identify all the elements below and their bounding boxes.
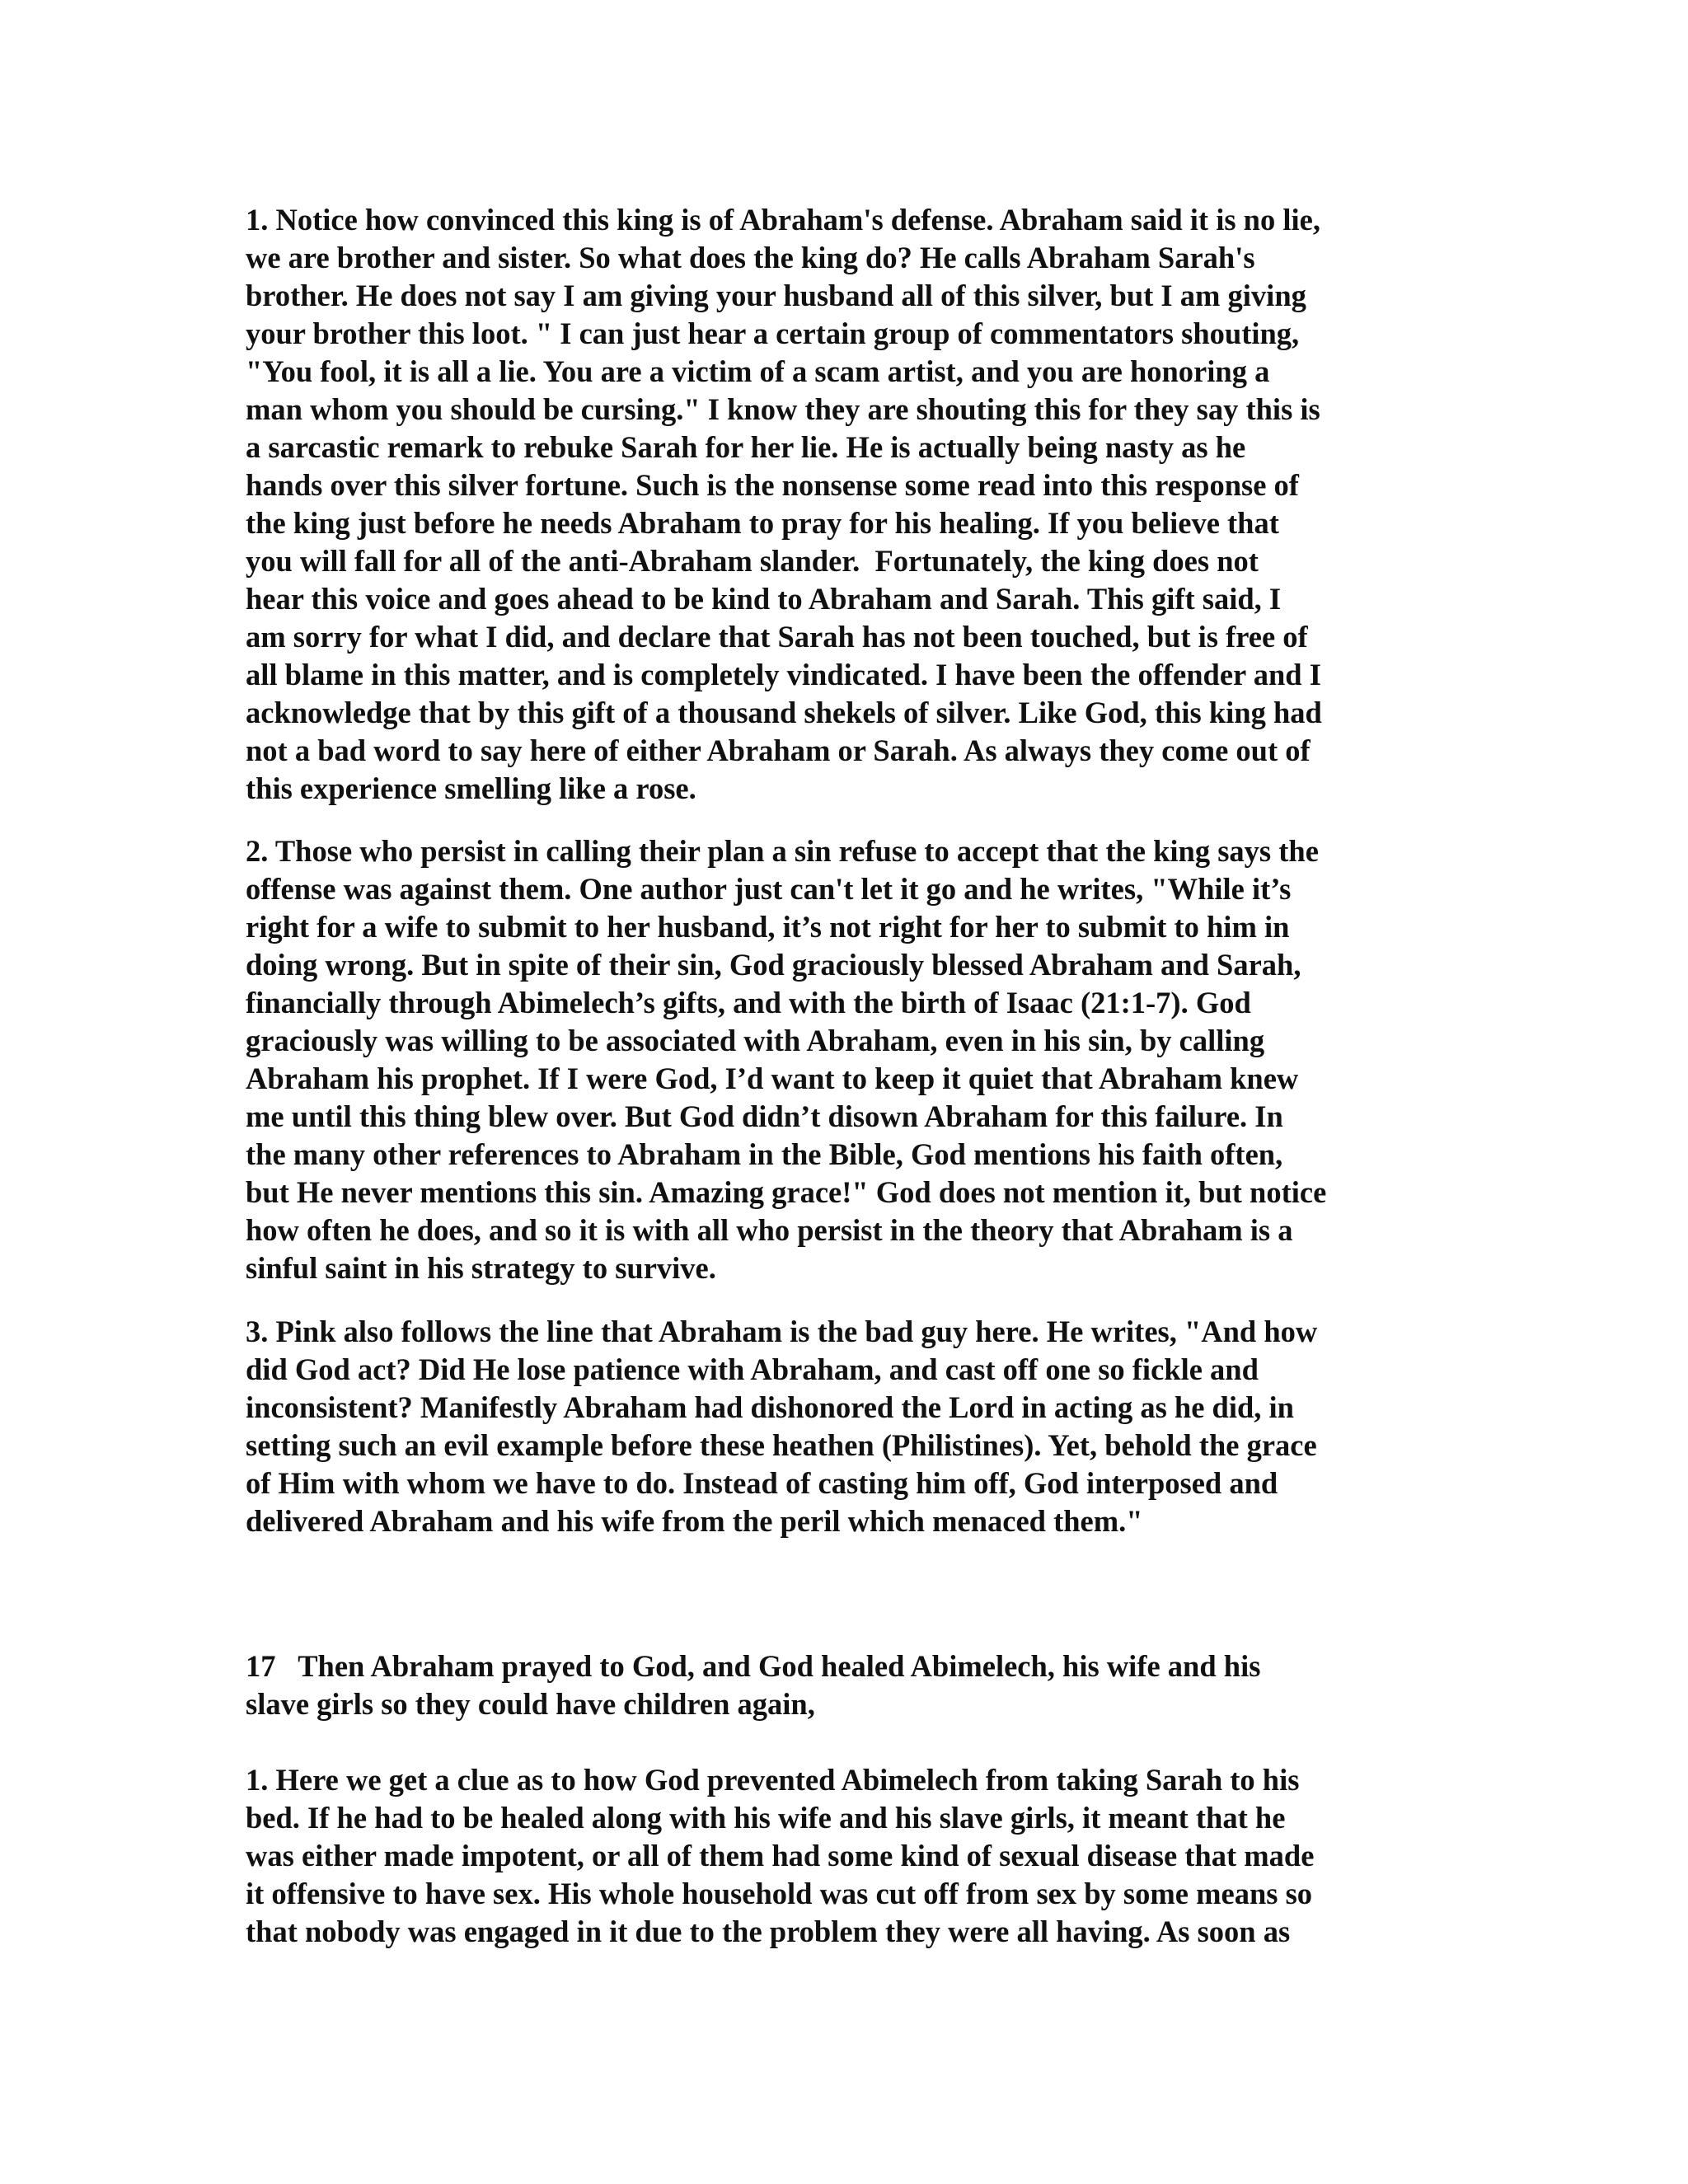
text-line: setting such an evil example before these heathen (Philistines). Yet, behold the grace [246,1428,1317,1462]
text-line: that nobody was engaged in it due to the problem they were all having. As soon as [246,1915,1291,1948]
text-line: 17 Then Abraham prayed to God, and God healed Abimelech, his wife and his [246,1649,1261,1683]
text-line: not a bad word to say here of either Abraham or Sarah. As always they come out of [246,733,1311,767]
text-line: doing wrong. But in spite of their sin, God graciously blessed Abraham and Sarah, [246,948,1301,982]
text-line: did God act? Did He lose patience with Abraham, and cast off one so fickle and [246,1352,1259,1386]
text-line: was either made impotent, or all of them had some kind of sexual disease that made [246,1839,1315,1872]
text-line: your brother this loot. " I can just hear a certain group of commentators shouting, [246,316,1300,350]
text-line: me until this thing blew over. But God didn’t disown Abraham for this failure. In [246,1099,1283,1133]
text-line: but He never mentions this sin. Amazing grace!" God does not mention it, but notice [246,1175,1327,1209]
text-line: you will fall for all of the anti-Abraham slander. Fortunately, the king does not [246,544,1259,578]
text-line: right for a wife to submit to her husband, it’s not right for her to submit to him in [246,910,1290,944]
text-line: 2. Those who persist in calling their plan a sin refuse to accept that the king says the [246,834,1319,868]
text-line: hear this voice and goes ahead to be kind to Abraham and Sarah. This gift said, I [246,582,1282,616]
text-line: hands over this silver fortune. Such is the nonsense some read into this response of [246,468,1299,502]
text-line: the king just before he needs Abraham to pray for his healing. If you believe that [246,506,1279,540]
text-line: 1. Notice how convinced this king is of Abraham's defense. Abraham said it is no lie, [246,203,1320,237]
verse-17 [246,1647,1449,1723]
text-line: all blame in this matter, and is completely vindicated. I have been the offender and I [246,658,1321,691]
text-line: sinful saint in his strategy to survive. [246,1251,716,1285]
text-line: "You fool, it is all a lie. You are a victim of a scam artist, and you are honoring a [246,354,1270,388]
text-line: delivered Abraham and his wife from the peril which menaced them." [246,1504,1143,1538]
text-line: 1. Here we get a clue as to how God prevented Abimelech from taking Sarah to his [246,1763,1300,1797]
text-line: graciously was willing to be associated with Abraham, even in his sin, by calling [246,1024,1265,1057]
text-line: a sarcastic remark to rebuke Sarah for her lie. He is actually being nasty as he [246,430,1246,464]
text-line: bed. If he had to be healed along with his wife and his slave girls, it meant that he [246,1801,1286,1835]
text-line: man whom you should be cursing." I know they are shouting this for they say this is [246,392,1320,426]
text-line: inconsistent? Manifestly Abraham had dishonored the Lord in acting as he did, in [246,1390,1294,1424]
text-line: we are brother and sister. So what does the king do? He calls Abraham Sarah's [246,241,1255,274]
text-line: acknowledge that by this gift of a thousand shekels of silver. Like God, this king had [246,696,1322,729]
text-line: offense was against them. One author just can't let it go and he writes, "While it’s [246,872,1292,906]
text-line: of Him with whom we have to do. Instead of casting him off, God interposed and [246,1466,1278,1500]
text-line: financially through Abimelech’s gifts, and with the birth of Isaac (21:1-7). God [246,986,1251,1019]
paragraph-4 [246,1761,1449,1951]
paragraph-1 [246,201,1449,808]
text-line: how often he does, and so it is with all who persist in the theory that Abraham is a [246,1213,1293,1247]
text-line: Abraham his prophet. If I were God, I’d want to keep it quiet that Abraham knew [246,1062,1299,1095]
text-line: brother. He does not say I am giving your husband all of this silver, but I am giving [246,279,1306,312]
text-line: the many other references to Abraham in the Bible, God mentions his faith often, [246,1137,1283,1171]
paragraph-2 [246,832,1449,1287]
text-line: 3. Pink also follows the line that Abraham is the bad guy here. He writes, "And how [246,1315,1318,1348]
text-line: this experience smelling like a rose. [246,771,696,805]
text-line: it offensive to have sex. His whole household was cut off from sex by some means so [246,1877,1313,1910]
paragraph-3 [246,1313,1449,1540]
text-line: am sorry for what I did, and declare that Sarah has not been touched, but is free of [246,620,1308,654]
text-line: slave girls so they could have children again, [246,1687,815,1721]
